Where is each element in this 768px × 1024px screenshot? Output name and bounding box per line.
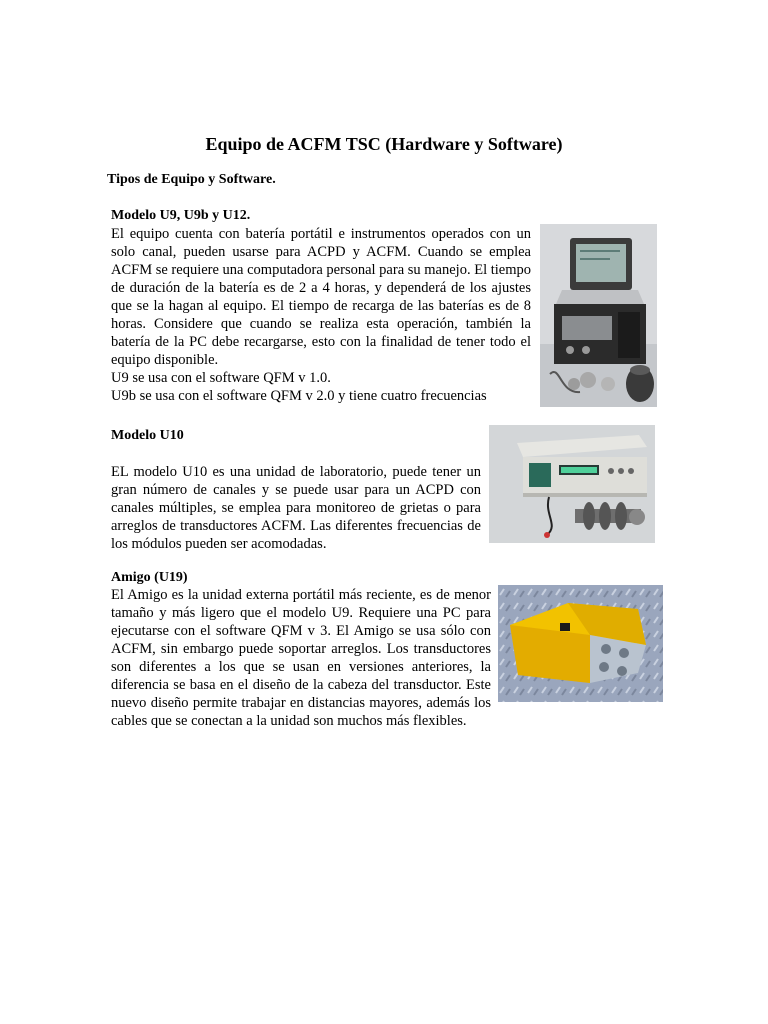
section-subtitle: Tipos de Equipo y Software.: [107, 172, 276, 187]
u9-equipment-photo: [540, 224, 657, 407]
line-u9b-software: U9b se usa con el software QFM v 2.0 y tiene cuatro frecuencias: [111, 388, 487, 404]
amigo-equipment-photo: [498, 585, 663, 702]
heading-modelo-u10: Modelo U10: [111, 428, 184, 443]
paragraph-modelo-u10: EL modelo U10 es una unidad de laboratorio, puede tener un gran número de canales y se puede usar para un ACPD con canales múltiples, se emplea para monitoreo de grietas o para arreglos de transductores ACFM. Las diferentes frecuencias de los módulos pueden ser acomodadas.: [111, 464, 481, 552]
heading-amigo-u19: Amigo (U19): [111, 570, 188, 585]
paragraph-modelo-u9: El equipo cuenta con batería portátil e instrumentos operados con un solo canal, pueden usarse para ACPD y ACFM. Cuando se emplea ACFM se requiere una computadora personal para su manejo. El tiempo de duración de la batería es de 2 a 4 horas, y dependerá de los ajustes que se la hagan al equipo. El tiempo de recarga de las baterías es de 8 horas. Considere que cuando se realiza esta operación, también la batería de la PC debe recargarse, esto con la finalidad de tener todo el equipo disponible.: [111, 226, 531, 368]
paragraph-amigo-u19: El Amigo es la unidad externa portátil más reciente, es de menor tamaño y más ligero que el modelo U9. Requiere una PC para ejecutarse con el software QFM v 3. El Amigo se usa sólo con ACFM, sin embargo puede soportar arreglos. Los transductores son diferentes a los que se usan en versiones anteriores, la diferencia se basa en el diseño de la cabeza del transductor. Este nuevo diseño permite trabajar en distancias mayores, además los cables que se conectan a la unidad son muchos más flexibles.: [111, 587, 491, 729]
heading-modelo-u9: Modelo U9, U9b y U12.: [111, 208, 251, 223]
u10-equipment-photo: [489, 425, 655, 543]
line-u9-software: U9 se usa con el software QFM v 1.0.: [111, 370, 331, 386]
page-title: Equipo de ACFM TSC (Hardware y Software): [205, 134, 563, 154]
